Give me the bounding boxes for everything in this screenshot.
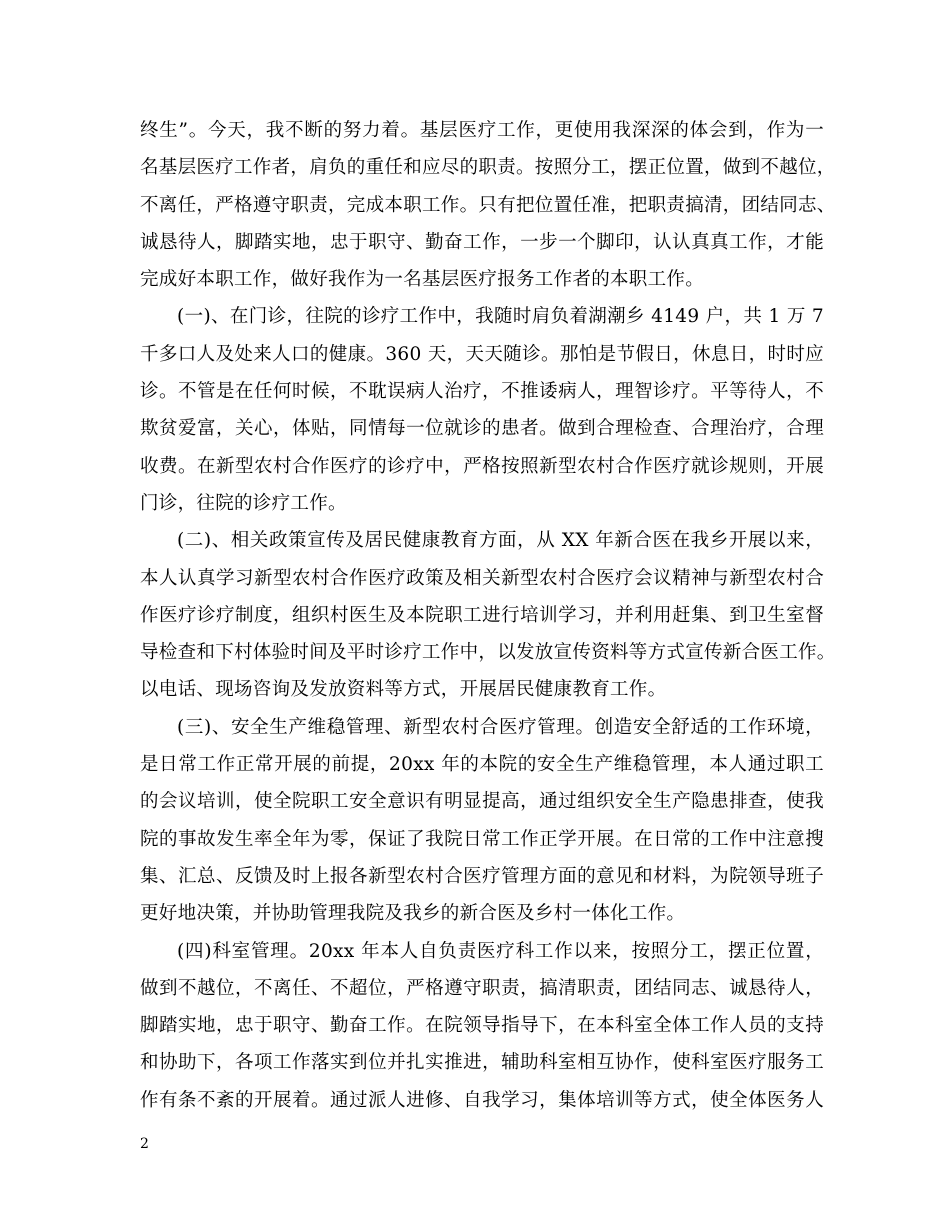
text-line: 名基层医疗工作者，肩负的重任和应尽的职责。按照分工，摆正位置，做到不越位， (140, 157, 836, 179)
text-line: 院的事故发生率全年为零，保证了我院日常工作正学开展。在日常的工作中注意搜 (140, 828, 824, 850)
text-line: 欺贫爱富，关心，体贴，同情每一位就诊的患者。做到合理检查、合理治疗，合理 (140, 418, 824, 440)
paragraph-first-line: (二)、相关政策宣传及居民健康教育方面，从 XX 年新合医在我乡开展以来， (177, 530, 824, 552)
text-line: 完成好本职工作，做好我作为一名基层医疗报务工作者的本职工作。 (140, 269, 705, 291)
text-line: 脚踏实地，忠于职守、勤奋工作。在院领导指导下，在本科室全体工作人员的支持 (140, 1015, 824, 1037)
text-line: 诚恳待人，脚踏实地，忠于职守、勤奋工作，一步一个脚印，认认真真工作，才能 (140, 231, 824, 253)
text-line: 集、汇总、反馈及时上报各新型农村合医疗管理方面的意见和材料，为院领导班子 (140, 865, 824, 887)
text-line: 诊。不管是在任何时候，不耽误病人治疗，不推诿病人，理智诊疗。平等待人，不 (140, 381, 824, 403)
text-line: 本人认真学习新型农村合作医疗政策及相关新型农村合医疗会议精神与新型农村合 (140, 567, 824, 589)
paragraph-first-line: (一)、在门诊，往院的诊疗工作中，我随时肩负着湖潮乡 4149 户，共 1 万 7 (177, 306, 824, 328)
text-line: 收费。在新型农村合作医疗的诊疗中，严格按照新型农村合作医疗就诊规则，开展 (140, 455, 824, 477)
text-line: 作有条不紊的开展着。通过派人进修、自我学习，集体培训等方式，使全体医务人 (140, 1089, 824, 1111)
text-line: 导检查和下村体验时间及平时诊疗工作中，以发放宣传资料等方式宣传新合医工作。 (140, 642, 836, 664)
text-line: 做到不越位，不离任、不超位，严格遵守职责，搞清职责，团结同志、诚恳待人， (140, 977, 824, 999)
text-line: 千多口人及处来人口的健康。360 天，天天随诊。那怕是节假日，休息日，时时应 (140, 343, 824, 365)
page-number: 2 (140, 1136, 149, 1152)
text-line: 以电话、现场咨询及发放资料等方式，开展居民健康教育工作。 (140, 679, 667, 701)
text-line: 作医疗诊疗制度，组织村医生及本院职工进行培训学习，并利用赶集、到卫生室督 (140, 604, 824, 626)
text-line: 门诊，往院的诊疗工作。 (140, 492, 347, 514)
text-line: 的会议培训，使全院职工安全意识有明显提高，通过组织安全生产隐患排查，使我 (140, 791, 824, 813)
text-line: 更好地决策，并协助管理我院及我乡的新合医及乡村一体化工作。 (140, 903, 686, 925)
paragraph-first-line: (三)、安全生产维稳管理、新型农村合医疗管理。创造安全舒适的工作环境， (177, 716, 824, 738)
text-line: 终生”。今天，我不断的努力着。基层医疗工作，更使用我深深的体会到，作为一 (140, 120, 824, 141)
text-line: 和协助下，各项工作落实到位并扎实推进，辅助科室相互协作，使科室医疗服务工 (140, 1052, 824, 1074)
text-line: 是日常工作正常开展的前提，20xx 年的本院的安全生产维稳管理，本人通过职工 (140, 754, 824, 776)
text-line: 不离任，严格遵守职责，完成本职工作。只有把位置任准，把职责搞清，团结同志、 (140, 194, 836, 216)
paragraph-first-line: (四)科室管理。20xx 年本人自负责医疗科工作以来，按照分工，摆正位置， (177, 940, 824, 962)
body-text (140, 112, 836, 1119)
